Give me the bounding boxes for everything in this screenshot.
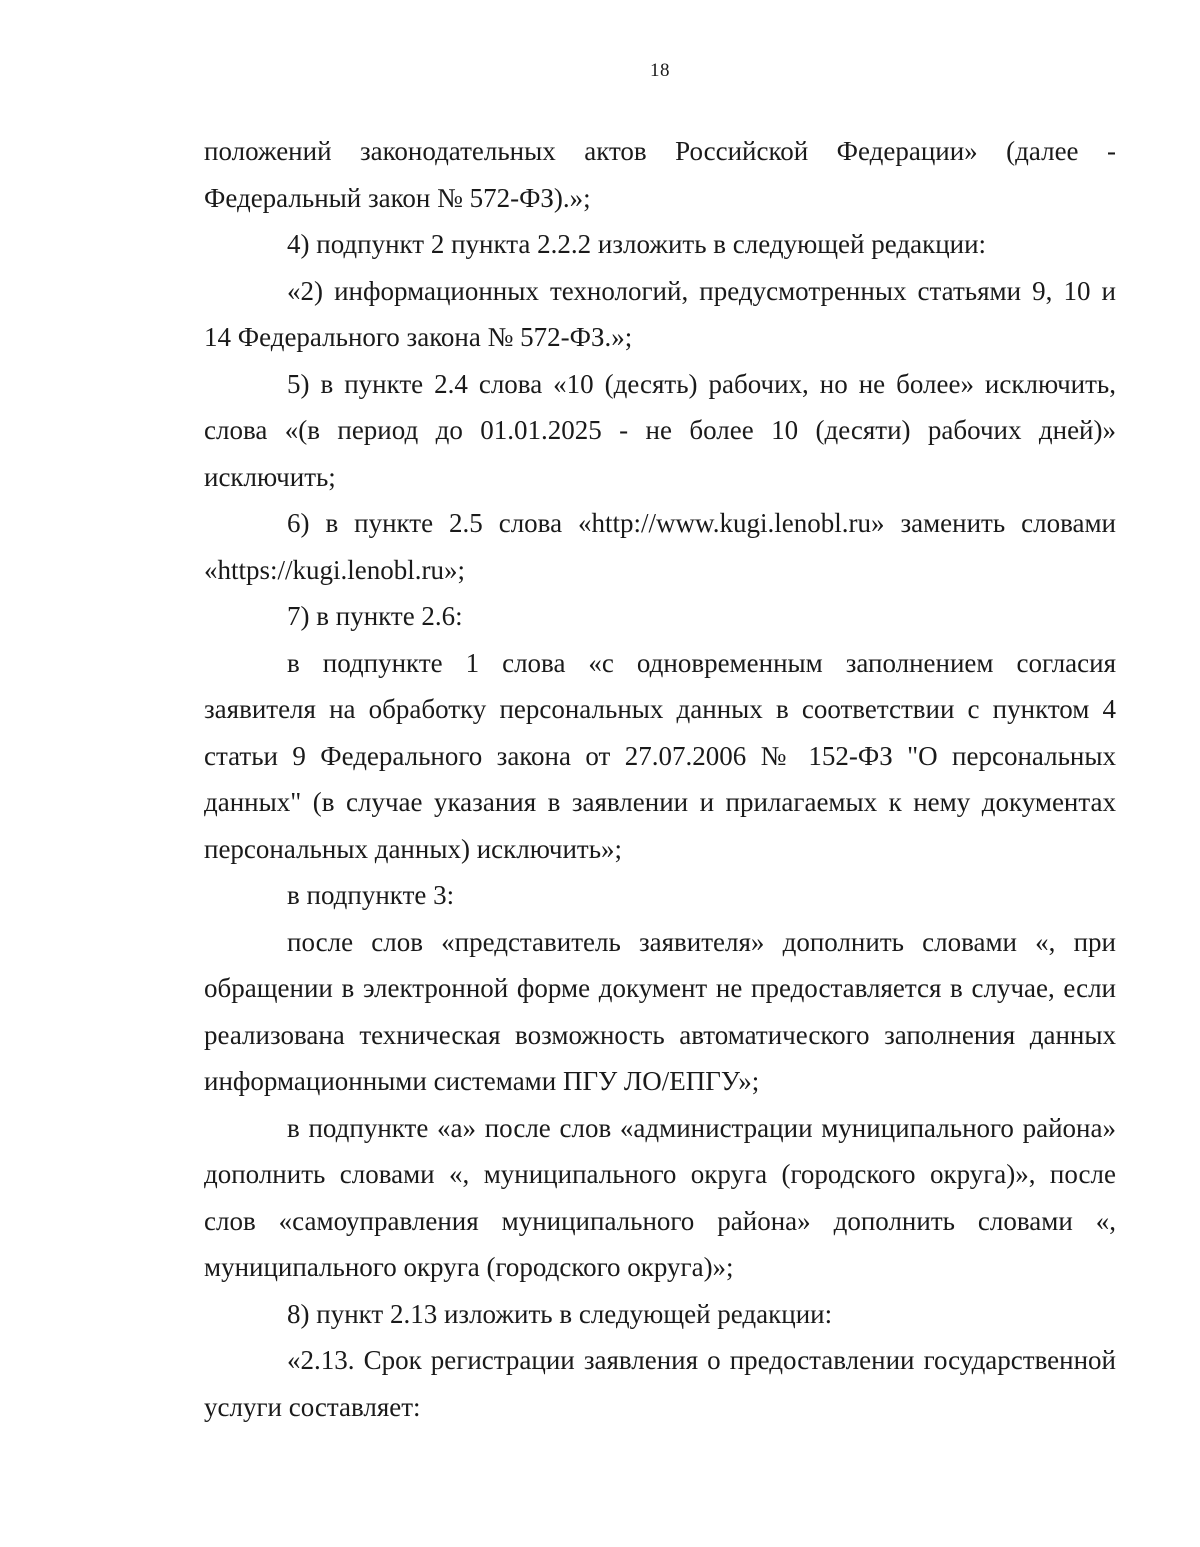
paragraph-continuation: положений законодательных актов Российской Федерации» (далее - Федеральный закон № 572-ФЗ).»; [204, 136, 1116, 213]
paragraph-item-5: 5) в пункте 2.4 слова «10 (десять) рабочих, но не более» исключить, слова «(в период до 01.01.2025 - не более 10 (десяти) рабочих дней)» исключить; [204, 368, 1116, 492]
paragraph-item-8: 8) пункт 2.13 изложить в следующей редакции: [287, 1298, 833, 1329]
document-body [204, 128, 1116, 1430]
paragraph-item-8-text: «2.13. Срок регистрации заявления о предоставлении государственной услуги составляет: [204, 1345, 1116, 1422]
paragraph-item-4: 4) подпункт 2 пункта 2.2.2 изложить в следующей редакции: [287, 229, 987, 259]
paragraph-item-7: 7) в пункте 2.6: [287, 601, 463, 631]
paragraph-item-7-subpoint-1: в подпункте 1 слова «с одновременным заполнением согласия заявителя на обработку персональных данных в соответствии с пунктом 4 статьи 9 Федерального закона от 27.07.2006 № 152-ФЗ "О персональных данных" (в случае указания в заявлении и прилагаемых к нему документах персональных данных) исключить»; [204, 647, 1116, 864]
paragraph-item-7-subpoint-3: в подпункте 3: [287, 880, 455, 910]
paragraph-item-4-text: «2) информационных технологий, предусмотренных статьями 9, 10 и 14 Федерального закона № 572-ФЗ.»; [204, 275, 1116, 352]
paragraph-item-7-subpoint-a: в подпункте «а» после слов «администрации муниципального района» дополнить словами «, муниципального округа (городского округа)», после слов «самоуправления муниципального района» дополнить словами «, муниципального округа (городского округа)»; [204, 1112, 1116, 1282]
paragraph-item-7-subpoint-3-text: после слов «представитель заявителя» дополнить словами «, при обращении в электронной форме документ не предоставляется в случае, если реализована техническая возможность автоматического заполнения данных информационными системами ПГУ ЛО/ЕПГУ»; [204, 926, 1116, 1096]
paragraph-item-6: 6) в пункте 2.5 слова «http://www.kugi.lenobl.ru» заменить словами «https://kugi.lenobl.ru»; [204, 508, 1116, 585]
page-number: 18 [650, 60, 670, 81]
